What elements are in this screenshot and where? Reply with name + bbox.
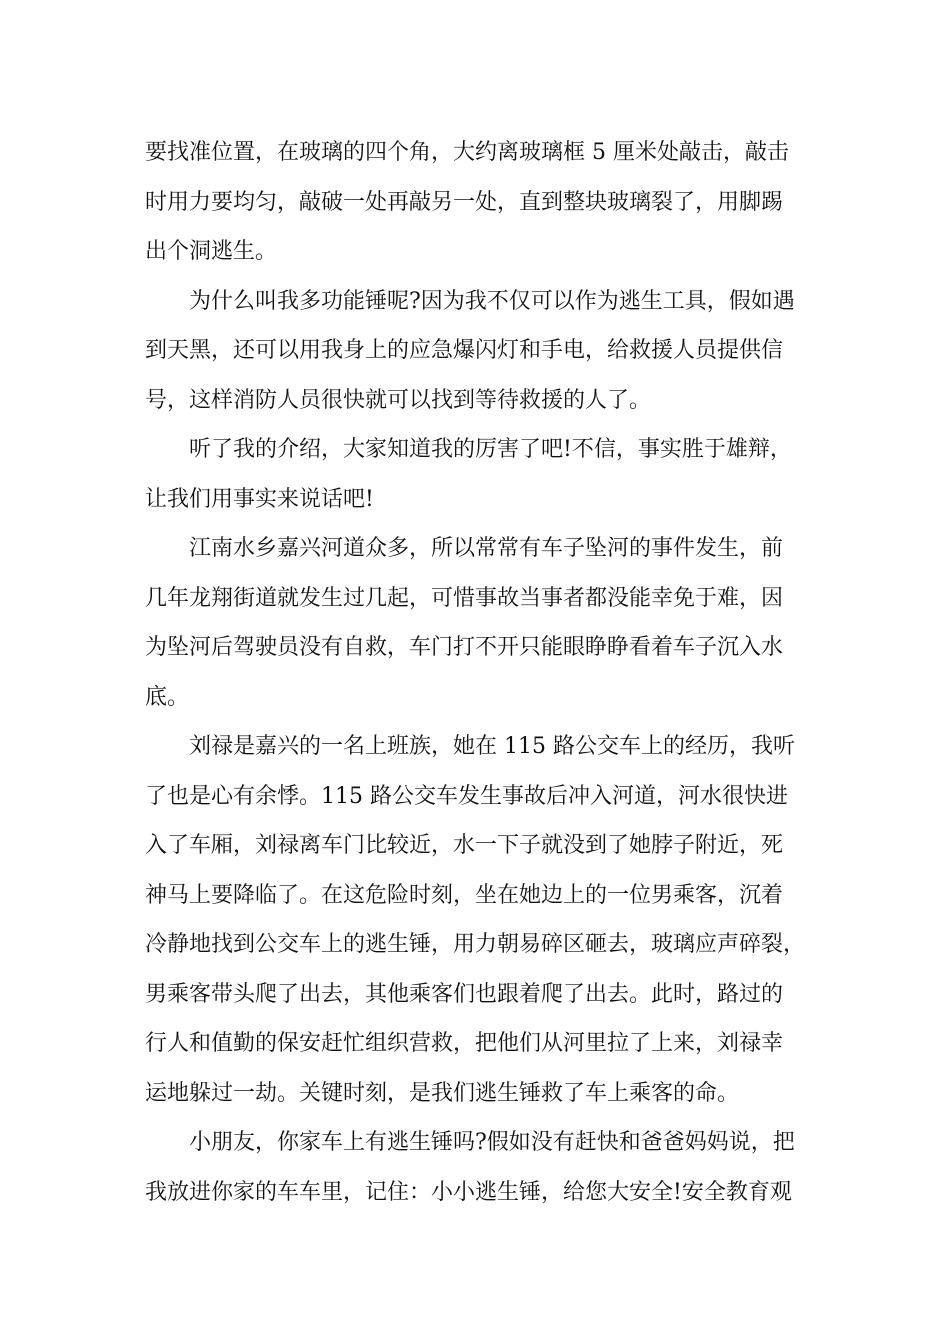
- paragraph-5: 刘禄是嘉兴的一名上班族，她在 115 路公交车上的经历，我听 了也是心有余悸。115 路公交车发生事故后冲入河道，河水很快进 入了车厢，刘禄离车门比较近，水一下子就没到了她脖子附近，死 神马上要降临了。在这危险时刻，坐在她边上的一位男乘客，沉着 冷静地找到公交车上的逃生锤，用力朝易碎区砸去，玻璃应声碎裂， 男乘客带头爬了出去，其他乘客们也跟着爬了出去。此时，路过的 行人和值勤的保安赶忙组织营救，把他们从河里拉了上来，刘禄幸 运地躲过一劫。关键时刻，是我们逃生锤救了车上乘客的命。: [145, 734, 806, 1106]
- paragraph-6: 小朋友，你家车上有逃生锤吗?假如没有赶快和爸爸妈妈说，把 我放进你家的车车里，记住：小小逃生锤，给您大安全!安全教育观: [145, 1130, 795, 1205]
- paragraph-3: 听了我的介绍，大家知道我的厉害了吧!不信，事实胜于雄辩， 让我们用事实来说话吧!: [145, 437, 792, 512]
- document-body: [145, 128, 825, 1217]
- paragraph-2: 为什么叫我多功能锤呢?因为我不仅可以作为逃生工具，假如遇 到天黑，还可以用我身上的应急爆闪灯和手电，给救援人员提供信 号，这样消防人员很快就可以找到等待救援的人了。: [145, 288, 795, 413]
- paragraph-1: 要找准位置，在玻璃的四个角，大约离玻璃框 5 厘米处敲击，敲击 时用力要均匀，敲破一处再敲另一处，直到整块玻璃裂了，用脚踢 出个洞逃生。: [145, 140, 789, 264]
- paragraph-4: 江南水乡嘉兴河道众多，所以常常有车子坠河的事件发生，前 几年龙翔街道就发生过几起，可惜事故当事者都没能幸免于难，因 为坠河后驾驶员没有自救，车门打不开只能眼睁睁看着车子沉入水 底。: [145, 536, 784, 710]
